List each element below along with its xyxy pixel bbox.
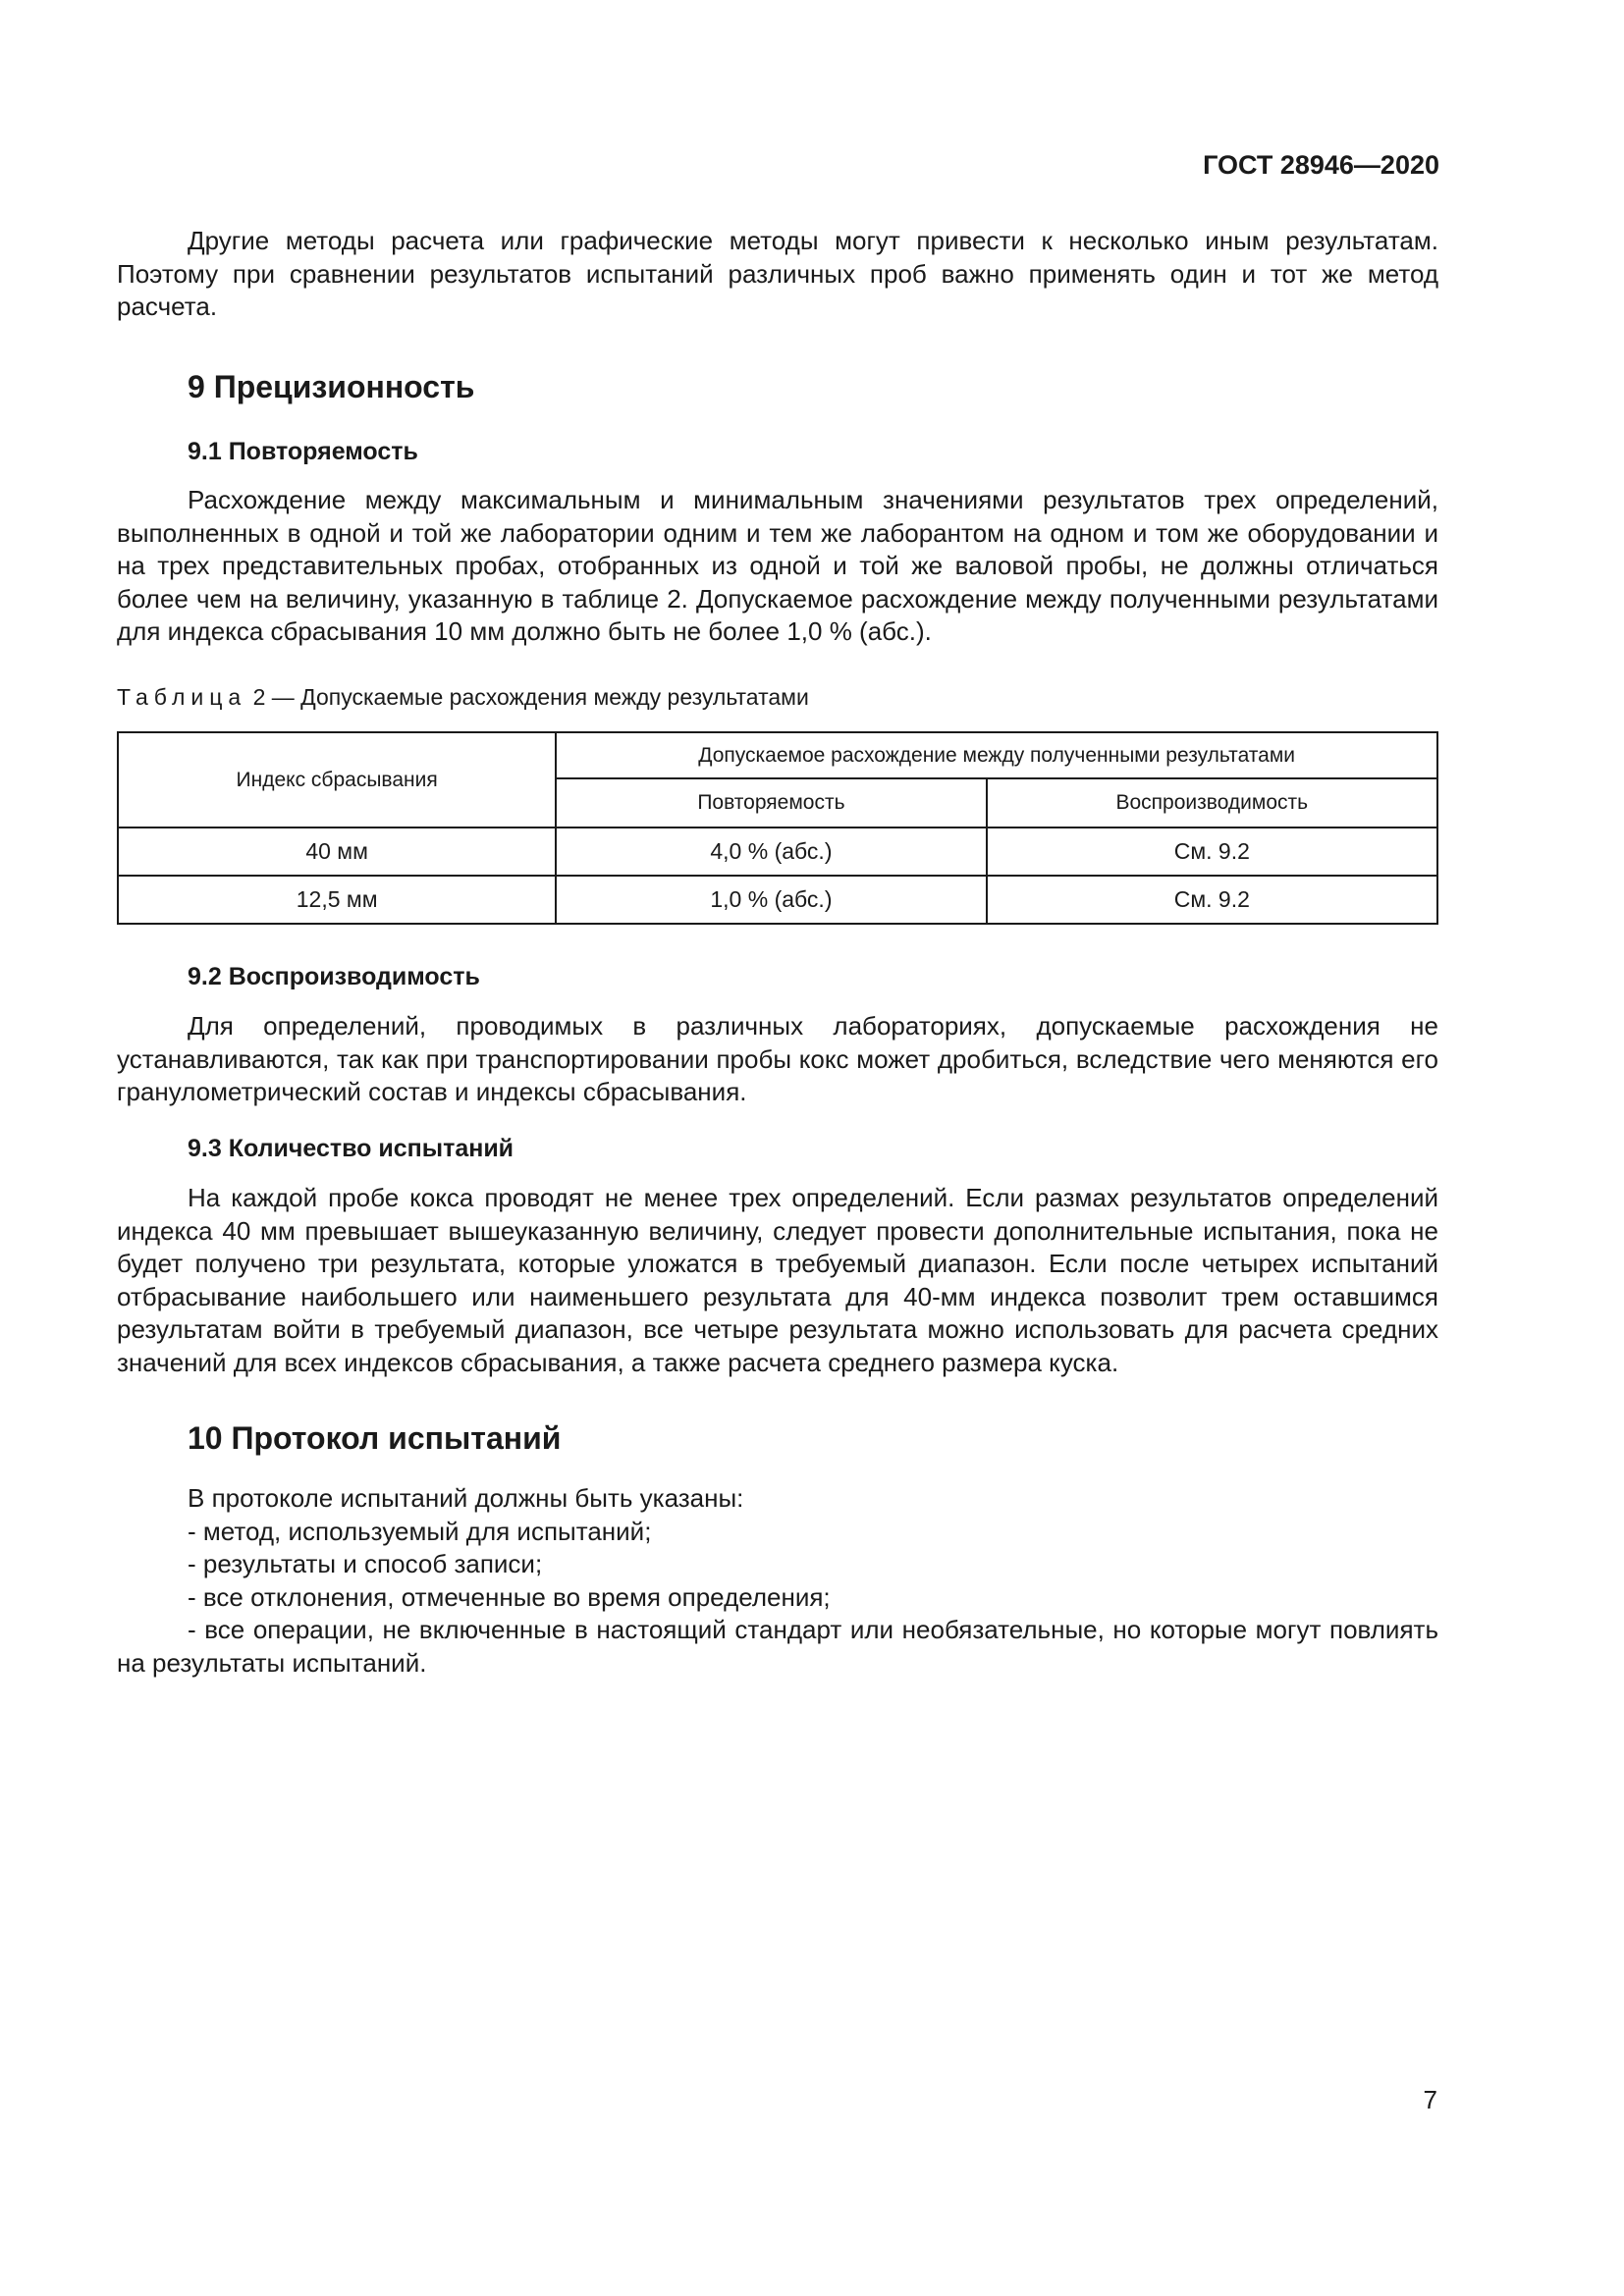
cell-repeatability: 4,0 % (абс.) [556,828,986,876]
tolerance-table [117,731,1438,925]
list-item: - все отклонения, отмеченные во время определения; [188,1581,831,1612]
header-repeatability: Повторяемость [556,778,986,828]
section-9-2-title: 9.2 Воспроизводимость [188,963,480,990]
header-tolerance-group: Допускаемое расхождение между полученными результатами [556,732,1437,778]
header-reproducibility: Воспроизводимость [987,778,1437,828]
table-caption-text: 2 — Допускаемые расхождения между результатами [252,684,809,710]
table-row [118,828,1437,876]
section-9-2-text: Для определений, проводимых в различных лабораториях, допускаемые расхождения не устанавливаются, так как при транспортировании пробы кокс может дробиться, вследствие чего меняются его гранулометрический состав и индексы сбрасывания. [117,1011,1438,1106]
cell-reproducibility: См. 9.2 [987,876,1437,924]
header-drop-index: Индекс сбрасывания [118,732,556,828]
cell-index: 12,5 мм [118,876,556,924]
section-9-title: 9 Прецизионность [188,369,475,404]
cell-index: 40 мм [118,828,556,876]
protocol-lead: В протоколе испытаний должны быть указаны: [188,1483,744,1513]
intro-paragraph: Другие методы расчета или графические методы могут привести к несколько иным результатам. Поэтому при сравнении результатов испытаний различных проб важно применять один и тот же метод расчета. [117,226,1438,321]
cell-reproducibility: См. 9.2 [987,828,1437,876]
section-9-1-text: Расхождение между максимальным и минимальным значениями результатов трех определений, выполненных в одной и той же лаборатории одним и тем же лаборантом на одном и том же оборудовании и на трех представительных пробах, отобранных из одной и той же валовой пробы, не должны отличаться более чем на величину, указанную в таблице 2. Допускаемое расхождение между полученными результатами для индекса сбрасывания 10 мм должно быть не более 1,0 % (абс.). [117,485,1438,646]
section-10-title: 10 Протокол испытаний [188,1420,562,1456]
protocol-list [117,1482,1438,1680]
cell-repeatability: 1,0 % (абс.) [556,876,986,924]
section-9-3-text: На каждой пробе кокса проводят не менее трех определений. Если размах результатов определений индекса 40 мм превышает вышеуказанную величину, следует провести дополнительные испытания, пока не будет получено три результата, которые уложатся в требуемый диапазон. Если после четырех испытаний отбрасывание наибольшего или наименьшего результата для 40-мм индекса позволит трем оставшимся результатам войти в требуемый диапазон, все четыре результата можно использовать для расчета средних значений для всех индексов сбрасывания, а также расчета среднего размера куска. [117,1183,1438,1377]
section-9-3-title: 9.3 Количество испытаний [188,1135,514,1162]
list-item: - метод, используемый для испытаний; [188,1516,652,1546]
table-caption-label: Таблица [117,684,247,710]
doc-id: ГОСТ 28946—2020 [1203,150,1439,180]
section-9-1-title: 9.1 Повторяемость [188,438,418,465]
list-item: - результаты и способ записи; [188,1549,543,1578]
list-item: - все операции, не включенные в настоящий стандарт или необязательные, но которые могут повлиять на результаты испытаний. [117,1615,1438,1678]
table-caption [117,684,1438,711]
table-row [118,876,1437,924]
page-number: 7 [1423,2085,1437,2114]
